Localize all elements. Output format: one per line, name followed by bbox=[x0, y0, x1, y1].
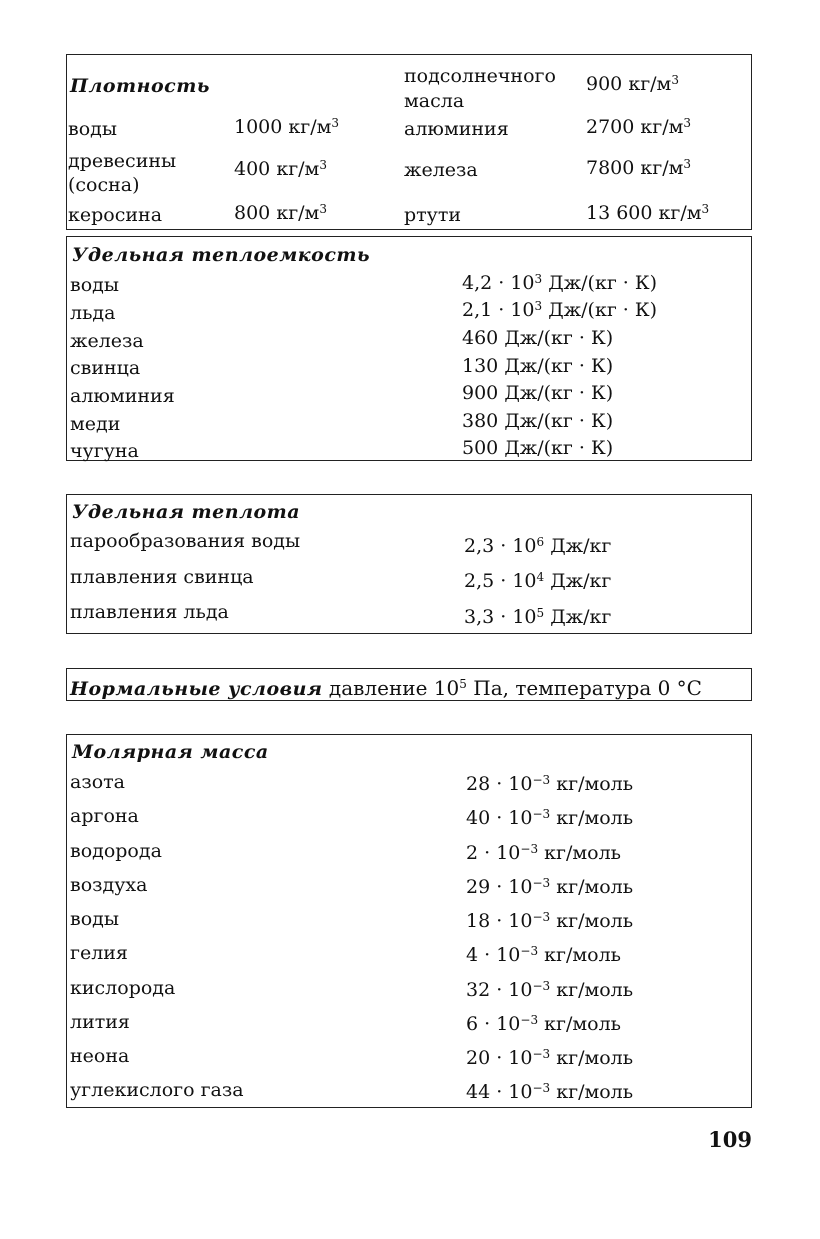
molar-mass-label: воздуха bbox=[70, 874, 148, 896]
molar-mass-value: $20 \cdot 10^{-3}$ кг/моль bbox=[466, 1047, 634, 1069]
molar-mass-value: $28 \cdot 10^{-3}$ кг/моль bbox=[466, 773, 634, 795]
molar-mass-label: водорода bbox=[70, 840, 162, 862]
molar-mass-value: $18 \cdot 10^{-3}$ кг/моль bbox=[466, 910, 634, 932]
molar-mass-label: неона bbox=[70, 1045, 130, 1067]
heat-capacity-label: железа bbox=[70, 330, 144, 352]
molar-mass-title: Молярная масса bbox=[72, 741, 269, 763]
heat-capacity-label: чугуна bbox=[70, 440, 139, 462]
molar-mass-label: кислорода bbox=[70, 977, 176, 999]
molar-mass-value: $44 \cdot 10^{-3}$ кг/моль bbox=[466, 1081, 634, 1103]
heat-capacity-label: свинца bbox=[70, 357, 141, 379]
heat-capacity-label: льда bbox=[70, 302, 116, 324]
density-left-value: 1000 $кг/м^3$ bbox=[234, 116, 340, 138]
density-title: Плотность bbox=[70, 75, 210, 97]
density-right-value: 7800 $кг/м^3$ bbox=[586, 157, 692, 179]
molar-mass-table bbox=[66, 734, 752, 1108]
density-right-label: алюминия bbox=[404, 118, 509, 140]
molar-mass-label: лития bbox=[70, 1011, 130, 1033]
heat-capacity-value: 460 Дж/(кг · К) bbox=[462, 327, 614, 349]
specific-heat-value: $2,5 \cdot 10^4$ Дж/кг bbox=[464, 570, 612, 592]
molar-mass-value: $4 \cdot 10^{-3}$ кг/моль bbox=[466, 944, 622, 966]
density-right-value: 900 $кг/м^3$ bbox=[586, 73, 679, 95]
heat-capacity-label: воды bbox=[70, 274, 119, 296]
heat-capacity-value: 380 Дж/(кг · К) bbox=[462, 410, 614, 432]
molar-mass-value: $2 \cdot 10^{-3}$ кг/моль bbox=[466, 842, 622, 864]
heat-capacity-label: алюминия bbox=[70, 385, 175, 407]
density-left-label: воды bbox=[68, 118, 117, 140]
density-left-label: древесины (сосна) bbox=[68, 150, 177, 196]
molar-mass-label: гелия bbox=[70, 942, 128, 964]
molar-mass-value: $29 \cdot 10^{-3}$ кг/моль bbox=[466, 876, 634, 898]
normal-conditions-title: Нормальные условия bbox=[70, 678, 323, 700]
specific-heat-label: плавления свинца bbox=[70, 566, 254, 588]
heat-capacity-value: $4,2 \cdot 10^3$ Дж/(кг · К) bbox=[462, 272, 658, 294]
density-right-value: 13 600 $кг/м^3$ bbox=[586, 202, 710, 224]
heat-capacity-value: 900 Дж/(кг · К) bbox=[462, 382, 614, 404]
molar-mass-value: $6 \cdot 10^{-3}$ кг/моль bbox=[466, 1013, 622, 1035]
heat-capacity-value: 130 Дж/(кг · К) bbox=[462, 355, 614, 377]
density-left-label: керосина bbox=[68, 204, 163, 226]
molar-mass-label: азота bbox=[70, 771, 125, 793]
specific-heat-title: Удельная теплота bbox=[72, 501, 301, 523]
molar-mass-value: $40 \cdot 10^{-3}$ кг/моль bbox=[466, 807, 634, 829]
heat-capacity-value: $2,1 \cdot 10^3$ Дж/(кг · К) bbox=[462, 299, 658, 321]
heat-capacity-label: меди bbox=[70, 413, 121, 435]
molar-mass-value: $32 \cdot 10^{-3}$ кг/моль bbox=[466, 979, 634, 1001]
density-right-label: ртути bbox=[404, 204, 462, 226]
density-right-value: 2700 $кг/м^3$ bbox=[586, 116, 692, 138]
density-right-label: подсолнечного масла bbox=[404, 65, 556, 112]
specific-heat-value: $2,3 \cdot 10^6$ Дж/кг bbox=[464, 535, 612, 557]
molar-mass-label: углекислого газа bbox=[70, 1079, 244, 1101]
density-left-value: 400 $кг/м^3$ bbox=[234, 158, 327, 180]
heat-capacity-value: 500 Дж/(кг · К) bbox=[462, 437, 614, 459]
specific-heat-label: парообразования воды bbox=[70, 530, 301, 552]
density-left-value: 800 $кг/м^3$ bbox=[234, 202, 327, 224]
normal-conditions-text: Нормальные условия давление $10^5$ Па, температура 0 °С bbox=[70, 676, 702, 700]
molar-mass-label: воды bbox=[70, 908, 119, 930]
heat-capacity-title: Удельная теплоемкость bbox=[72, 244, 371, 266]
density-right-label: железа bbox=[404, 159, 478, 181]
specific-heat-label: плавления льда bbox=[70, 601, 229, 623]
page-number: 109 bbox=[708, 1127, 752, 1152]
molar-mass-label: аргона bbox=[70, 805, 139, 827]
heat-capacity-table bbox=[66, 236, 752, 461]
specific-heat-value: $3,3 \cdot 10^5$ Дж/кг bbox=[464, 606, 612, 628]
